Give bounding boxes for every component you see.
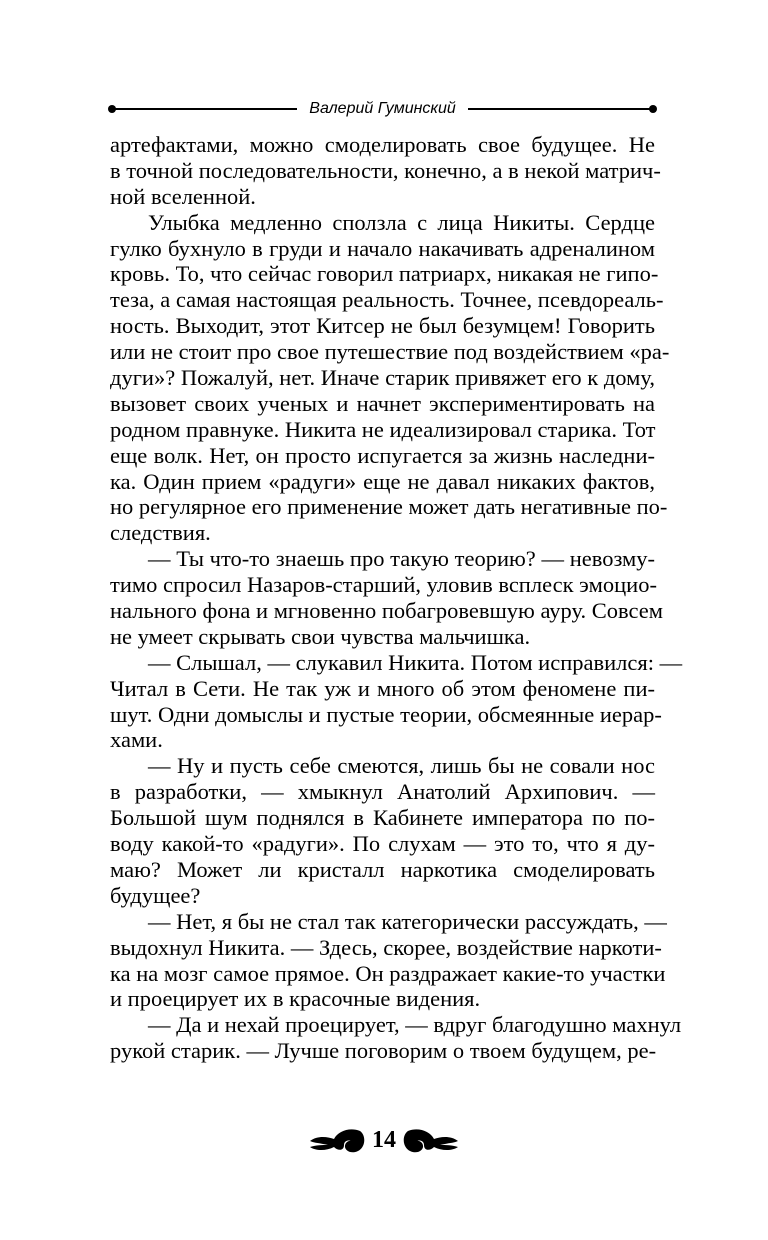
- text-line: — Нет, я бы не стал так категорически рассуждать, —: [148, 908, 667, 934]
- text-line: Улыбка медленно сползла с лица Никиты. Сердце: [148, 209, 655, 235]
- text-line: гулко бухнуло в груди и начало накачивать адреналином: [110, 235, 655, 261]
- text-line: ка. Один прием «радуги» еще не давал никаких фактов,: [110, 468, 655, 494]
- text-line: тимо спросил Назаров-старший, уловив всплеск эмоцио-: [110, 572, 657, 598]
- text-line: Читал в Сети. Не так уж и много об этом феномене пи-: [110, 675, 655, 701]
- text-line: в точной последовательности, конечно, а в некой матрич-: [110, 157, 661, 183]
- page-footer: [0, 1125, 768, 1155]
- text-line: выдохнул Никита. — Здесь, скорее, воздействие наркоти-: [110, 934, 662, 960]
- right-swirl-ornament-icon: [402, 1125, 460, 1155]
- text-line: хами.: [110, 727, 163, 753]
- text-line: нального фона и мгновенно побагровевшую ауру. Совсем: [110, 598, 663, 624]
- page-body-text: [110, 132, 683, 1064]
- text-line: — Ты что-то знаешь про такую теорию? — невозму-: [148, 546, 655, 572]
- text-line: но регулярное его применение может дать негативные по-: [110, 494, 668, 520]
- running-title: Валерий Гуминский: [309, 100, 456, 117]
- text-line: вызовет своих ученых и начнет экспериментировать на: [110, 390, 655, 416]
- text-line: Большой шум поднялся в Кабинете императора по по-: [110, 805, 655, 831]
- text-line: дуги»? Пожалуй, нет. Иначе старик привяжет его к дому,: [110, 365, 655, 391]
- left-swirl-ornament-icon: [308, 1125, 366, 1155]
- text-line: еще волк. Нет, он просто испугается за жизнь наследни-: [110, 442, 655, 468]
- text-line: следствия.: [110, 520, 211, 546]
- text-line: маю? Может ли кристалл наркотика смоделировать: [110, 856, 655, 882]
- text-line: ной вселенной.: [110, 183, 256, 209]
- paragraph: [110, 908, 667, 1013]
- text-line: теза, а самая настоящая реальность. Точнее, псевдореаль-: [110, 287, 664, 313]
- page-number: 14: [372, 1126, 396, 1153]
- text-line: воду какой-то «радуги». По слухам — это то, что я ду-: [110, 831, 655, 857]
- text-line: рукой старик. — Лучше поговорим о твоем будущем, ре-: [110, 1038, 657, 1064]
- text-line: артефактами, можно смоделировать свое будущее. Не: [110, 132, 655, 157]
- paragraph: [110, 649, 683, 754]
- header-rule-left: [110, 108, 297, 110]
- paragraph: [110, 753, 655, 908]
- paragraph: [110, 209, 670, 547]
- text-line: — Ну и пусть себе смеются, лишь бы не совали нос: [148, 753, 655, 779]
- text-line: или не стоит про свое путешествие под воздействием «ра-: [110, 339, 670, 365]
- text-line: шут. Одни домыслы и пустые теории, обсмеянные иерар-: [110, 701, 662, 727]
- text-line: — Да и нехай проецирует, — вдруг благодушно махнул: [148, 1012, 682, 1038]
- paragraph: [110, 546, 663, 650]
- text-line: в разработки, — хмыкнул Анатолий Архипович. —: [110, 779, 655, 805]
- text-line: ность. Выходит, этот Китсер не был безумцем! Говорить: [110, 313, 655, 339]
- running-header: [110, 98, 655, 120]
- text-line: и проецирует их в красочные видения.: [110, 986, 481, 1012]
- text-line: будущее?: [110, 882, 201, 908]
- header-rule-right: [468, 108, 655, 110]
- text-line: ка на мозг самое прямое. Он раздражает какие-то участки: [110, 960, 666, 986]
- text-line: родном правнуке. Никита не идеализировал старика. Тот: [110, 416, 656, 442]
- text-line: не умеет скрывать свои чувства мальчишка.: [110, 623, 531, 649]
- text-line: — Слышал, — слукавил Никита. Потом исправился: —: [148, 649, 683, 675]
- text-line: кровь. То, что сейчас говорил патриарх, никакая не гипо-: [110, 261, 659, 287]
- paragraph: [110, 132, 661, 210]
- paragraph: [110, 1012, 682, 1064]
